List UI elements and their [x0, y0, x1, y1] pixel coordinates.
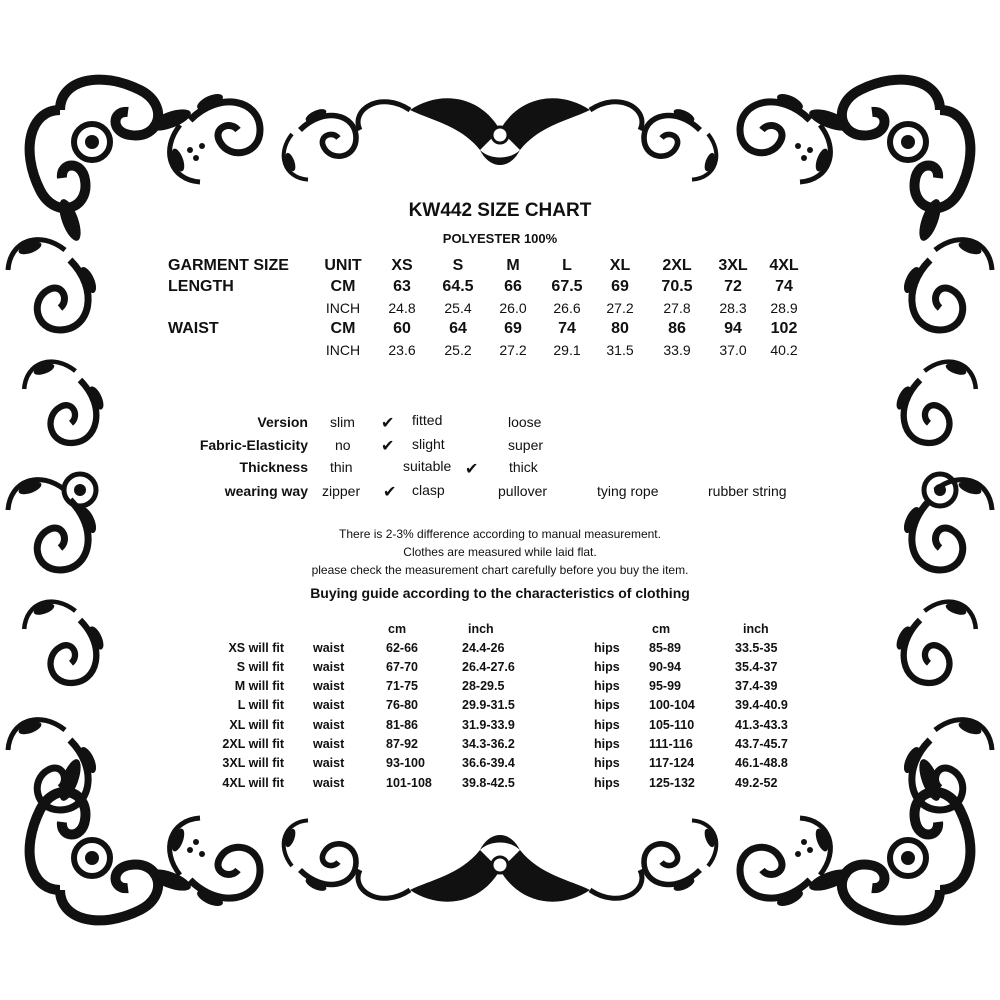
guide-cell: 85-89: [649, 641, 681, 655]
property-label-version: Version: [257, 414, 308, 430]
check-icon: ✔: [381, 415, 395, 432]
waist-label: WAIST: [168, 320, 219, 337]
table-cell: 25.4: [444, 300, 472, 316]
guide-cell: 101-108: [386, 776, 432, 790]
guide-cell: waist: [313, 660, 345, 674]
note-line: There is 2-3% difference according to manual measurement.: [339, 527, 661, 541]
guide-cell: hips: [594, 660, 620, 674]
size-header: S: [452, 257, 464, 274]
guide-cell: 49.2-52: [735, 776, 778, 790]
guide-row-label: XL will fit: [229, 718, 284, 732]
table-cell: 74: [775, 278, 793, 295]
guide-cell: 67-70: [386, 660, 418, 674]
guide-cell: 76-80: [386, 698, 418, 712]
guide-cell: hips: [594, 718, 620, 732]
property-label-wearing-way: wearing way: [224, 483, 308, 499]
unit-cell: INCH: [325, 342, 361, 358]
buying-guide-title: Buying guide according to the characteristics of clothing: [310, 585, 690, 601]
guide-row-label: 2XL will fit: [222, 737, 284, 751]
guide-row-label: M will fit: [234, 679, 284, 693]
property-option: pullover: [498, 483, 548, 499]
table-cell: 40.2: [770, 342, 798, 358]
guide-cell: 71-75: [386, 679, 418, 693]
table-cell: 102: [770, 320, 798, 337]
garment-size-header: GARMENT SIZE: [168, 257, 289, 274]
table-cell: 60: [393, 320, 411, 337]
guide-cell: 29.9-31.5: [462, 698, 515, 712]
guide-cell: 41.3-43.3: [735, 718, 788, 732]
property-option: tying rope: [597, 483, 659, 499]
table-cell: 94: [724, 320, 742, 337]
size-header: 4XL: [769, 257, 799, 274]
length-label: LENGTH: [168, 278, 234, 295]
guide-cell: 39.4-40.9: [735, 698, 788, 712]
table-cell: 26.6: [553, 300, 581, 316]
property-label-elasticity: Fabric-Elasticity: [199, 437, 308, 453]
guide-row-label: L will fit: [237, 698, 284, 712]
table-cell: 63: [393, 278, 411, 295]
size-header: 3XL: [718, 257, 748, 274]
guide-cell: 36.6-39.4: [462, 756, 515, 770]
table-cell: 25.2: [444, 342, 472, 358]
guide-row-label: XS will fit: [228, 641, 284, 655]
guide-cell: 24.4-26: [462, 641, 505, 655]
property-option: clasp: [412, 482, 445, 498]
chart-title: KW442 SIZE CHART: [408, 200, 592, 221]
table-cell: 80: [611, 320, 629, 337]
table-cell: 27.2: [606, 300, 634, 316]
guide-cell: 39.8-42.5: [462, 776, 515, 790]
note-line: please check the measurement chart carefully before you buy the item.: [311, 563, 689, 577]
guide-cell: 43.7-45.7: [735, 737, 788, 751]
check-icon: ✔: [383, 484, 397, 501]
property-option: loose: [508, 414, 542, 430]
guide-cell: waist: [313, 737, 345, 751]
table-cell: 37.0: [719, 342, 747, 358]
guide-cell: 87-92: [386, 737, 418, 751]
guide-cell: 90-94: [649, 660, 681, 674]
table-cell: 28.3: [719, 300, 747, 316]
unit-cell: CM: [330, 278, 356, 295]
table-cell: 23.6: [388, 342, 416, 358]
guide-cell: 34.3-36.2: [462, 737, 515, 751]
unit-header: UNIT: [324, 257, 362, 274]
guide-cell: 81-86: [386, 718, 418, 732]
guide-cell: 31.9-33.9: [462, 718, 515, 732]
table-cell: 64.5: [442, 278, 474, 295]
guide-col-header: cm: [388, 622, 407, 636]
table-cell: 27.2: [499, 342, 527, 358]
guide-cell: 35.4-37: [735, 660, 778, 674]
table-cell: 67.5: [551, 278, 583, 295]
property-option: rubber string: [708, 483, 787, 499]
guide-cell: hips: [594, 641, 620, 655]
size-header: XS: [391, 257, 413, 274]
table-cell: 27.8: [663, 300, 691, 316]
guide-cell: waist: [313, 776, 345, 790]
table-cell: 31.5: [606, 342, 634, 358]
property-option: no: [335, 437, 351, 453]
guide-cell: waist: [313, 756, 345, 770]
guide-col-header: cm: [652, 622, 671, 636]
guide-cell: 100-104: [649, 698, 695, 712]
guide-cell: hips: [594, 679, 620, 693]
table-cell: 72: [724, 278, 742, 295]
check-icon: ✔: [381, 438, 395, 455]
unit-cell: INCH: [325, 300, 361, 316]
guide-cell: waist: [313, 718, 345, 732]
guide-cell: hips: [594, 737, 620, 751]
guide-cell: 93-100: [386, 756, 425, 770]
guide-row-label: S will fit: [236, 660, 284, 674]
property-option: thick: [509, 459, 538, 475]
table-cell: 24.8: [388, 300, 416, 316]
guide-cell: waist: [313, 679, 345, 693]
guide-cell: 37.4-39: [735, 679, 778, 693]
table-cell: 64: [449, 320, 467, 337]
guide-cell: 117-124: [649, 756, 695, 770]
material-subtitle: POLYESTER 100%: [442, 231, 558, 246]
property-option: super: [508, 437, 544, 453]
guide-cell: 26.4-27.6: [462, 660, 515, 674]
guide-cell: waist: [313, 698, 345, 712]
size-header: XL: [609, 257, 631, 274]
property-option: slight: [412, 436, 445, 452]
table-cell: 74: [558, 320, 576, 337]
table-cell: 33.9: [663, 342, 691, 358]
guide-cell: 33.5-35: [735, 641, 778, 655]
table-cell: 29.1: [553, 342, 581, 358]
property-label-thickness: Thickness: [239, 459, 308, 475]
guide-cell: 62-66: [386, 641, 418, 655]
size-header: 2XL: [662, 257, 692, 274]
property-option: fitted: [412, 412, 443, 428]
property-option: suitable: [403, 458, 452, 474]
guide-cell: hips: [594, 756, 620, 770]
property-option: slim: [330, 414, 355, 430]
table-cell: 70.5: [661, 278, 693, 295]
guide-col-header: inch: [468, 622, 494, 636]
property-option: thin: [330, 459, 353, 475]
guide-row-label: 4XL will fit: [222, 776, 284, 790]
guide-cell: hips: [594, 776, 620, 790]
unit-cell: CM: [330, 320, 356, 337]
guide-row-label: 3XL will fit: [222, 756, 284, 770]
size-header: M: [506, 257, 520, 274]
size-header: L: [562, 257, 572, 274]
guide-cell: 111-116: [649, 737, 693, 751]
table-cell: 66: [504, 278, 522, 295]
property-option: zipper: [322, 483, 361, 499]
check-icon: ✔: [465, 461, 479, 478]
guide-cell: hips: [594, 698, 620, 712]
note-line: Clothes are measured while laid flat.: [403, 545, 597, 559]
guide-cell: 28-29.5: [462, 679, 505, 693]
guide-cell: 105-110: [649, 718, 695, 732]
guide-cell: 125-132: [649, 776, 695, 790]
guide-cell: waist: [313, 641, 345, 655]
guide-col-header: inch: [743, 622, 769, 636]
guide-cell: 95-99: [649, 679, 681, 693]
table-cell: 86: [668, 320, 686, 337]
table-cell: 69: [611, 278, 629, 295]
table-cell: 69: [504, 320, 522, 337]
table-cell: 28.9: [770, 300, 798, 316]
table-cell: 26.0: [499, 300, 527, 316]
guide-cell: 46.1-48.8: [735, 756, 788, 770]
